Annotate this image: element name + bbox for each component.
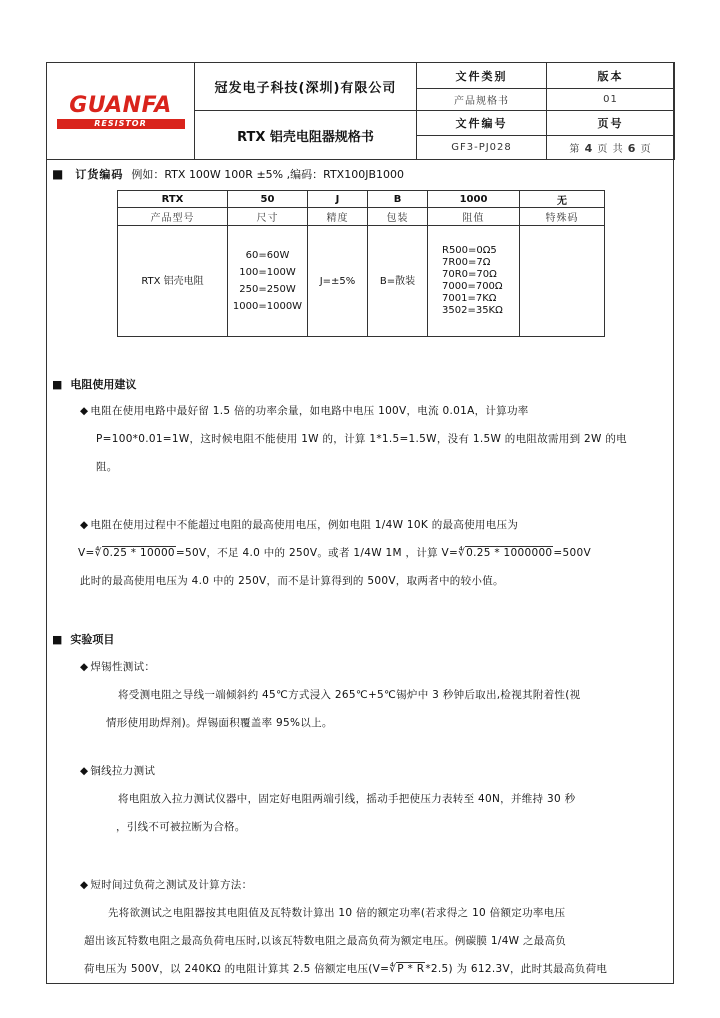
bullet-diamond: ◆ bbox=[80, 879, 89, 891]
tests-section-heading bbox=[52, 631, 114, 647]
usage-paragraph-1 bbox=[80, 397, 672, 481]
resistance-item: 70R0=70Ω bbox=[442, 269, 497, 280]
product-cell: RTX 铝壳电阻 bbox=[118, 226, 228, 337]
size-item: 1000=1000W bbox=[232, 301, 303, 312]
document-header bbox=[46, 62, 674, 159]
test-solderability bbox=[80, 653, 672, 737]
test-text-line: ，引线不可被拉断为合格。 bbox=[116, 821, 246, 833]
resistance-item: 3502=35KΩ bbox=[442, 305, 503, 316]
field-cell: 特殊码 bbox=[520, 208, 605, 226]
logo-wordmark: GUANFA bbox=[69, 93, 172, 118]
field-cell: 精度 bbox=[308, 208, 368, 226]
code-cell: RTX bbox=[118, 191, 228, 208]
page-mid: 页 共 bbox=[597, 144, 624, 155]
formula-prefix: 荷电压为 500V，以 240KΩ 的电阻计算其 2.5 倍额定电压(V= bbox=[84, 963, 390, 975]
field-row bbox=[118, 208, 605, 226]
resistance-item: 7R00=7Ω bbox=[442, 257, 491, 268]
version-value: 01 bbox=[547, 89, 675, 111]
test-short-overload: ◆ 短时间过负荷之测试及计算方法： 先将欲测试之电阻器按其电阻值及瓦特数计算出 10 倍的额定功率(若求得之 10 倍额定功率电压 超出该瓦特数电阻之最高负荷电压时,以该瓦特数电阻之最高负荷为额定电压。例碳膜 1/4W 之最高负 荷电压为 500V，以 240KΩ 的电阻计算其 2.5 倍额定电压(V=∜P * R*2.5) 为 612.3V，此时其最高负荷电 bbox=[80, 879, 608, 975]
usage-section-heading bbox=[52, 376, 136, 392]
tolerance-cell: J=±5% bbox=[308, 226, 368, 337]
test-text-line: 将电阻放入拉力测试仪器中，固定好电阻两端引线，摇动手把使压力表转至 40N，并维持 30 秒 bbox=[118, 793, 576, 805]
size-item: 100=100W bbox=[239, 267, 296, 278]
usage-p2-line: 电阻在使用过程中不能超过电阻的最高使用电压，例如电阻 1/4W 10K 的最高使用电压为 bbox=[90, 519, 519, 531]
packing-cell: B=散装 bbox=[368, 226, 428, 337]
bullet-diamond: ◆ bbox=[80, 765, 89, 777]
logo-resistor-bar: RESISTOR bbox=[57, 119, 185, 129]
test-text-line: 将受测电阻之导线一端倾斜约 45℃方式浸入 265℃+5℃锡炉中 3 秒钟后取出,检视其附着性(视 bbox=[118, 689, 581, 701]
field-cell: 包装 bbox=[368, 208, 428, 226]
test-title: 短时间过负荷之测试及计算方法： bbox=[90, 879, 253, 891]
test-text-line: 情形使用助焊剂)。焊锡面积覆盖率 95%以上。 bbox=[106, 717, 333, 729]
page-total: 6 bbox=[627, 142, 637, 155]
test-text-line: 超出该瓦特数电阻之最高负荷电压时,以该瓦特数电阻之最高负荷为额定电压。例碳膜 1/4W 之最高负 bbox=[84, 935, 567, 947]
formula-prefix: V= bbox=[78, 547, 95, 559]
company-name: 冠发电子科技(深圳)有限公司 bbox=[195, 63, 417, 111]
size-item: 250=250W bbox=[239, 284, 296, 295]
file-type-value: 产品规格书 bbox=[417, 89, 547, 111]
code-cell: B bbox=[368, 191, 428, 208]
file-type-label: 文件类别 bbox=[417, 63, 547, 89]
field-cell: 尺寸 bbox=[228, 208, 308, 226]
bullet-diamond: ◆ bbox=[80, 519, 89, 531]
usage-p2-line: 此时的最高使用电压为 4.0 中的 250V，而不是计算得到的 500V，取两者中的较小值。 bbox=[80, 575, 504, 587]
resistance-item: 7001=7KΩ bbox=[442, 293, 497, 304]
test-title: 焊锡性测试： bbox=[90, 661, 156, 673]
tests-title: 实验项目 bbox=[70, 633, 115, 646]
size-cell bbox=[228, 226, 308, 337]
field-cell: 阻值 bbox=[428, 208, 520, 226]
resistance-item: R500=0Ω5 bbox=[442, 245, 497, 256]
bullet-diamond: ◆ bbox=[80, 405, 89, 417]
usage-paragraph-2: ◆ 电阻在使用过程中不能超过电阻的最高使用电压，例如电阻 1/4W 10K 的最高使用电压为 V=∜0.25 * 10000=50V，不足 4.0 中的 250V。或者 1/4W 1M ，计算 V=∜0.25 * 1000000=500V 此时的最高使用电压为 4.0 中的 250V，而不是计算得到的 500V，取两者中的较小值。 bbox=[78, 519, 591, 587]
code-cell: J bbox=[308, 191, 368, 208]
formula-suffix: =500V bbox=[553, 547, 591, 559]
usage-p1-line: P=100*0.01=1W，这时候电阻不能使用 1W 的，计算 1*1.5=1.5W，没有 1.5W 的电阻故需用到 2W 的电 bbox=[96, 433, 627, 445]
page-indicator bbox=[547, 136, 675, 160]
value-row bbox=[118, 226, 605, 337]
formula-radicand: 0.25 * 1000000 bbox=[466, 547, 553, 559]
bullet-diamond: ◆ bbox=[80, 661, 89, 673]
test-pull-strength bbox=[80, 757, 672, 841]
file-no-label: 文件编号 bbox=[417, 111, 547, 136]
logo-cell bbox=[47, 63, 195, 160]
formula-suffix: *2.5) 为 612.3V，此时其最高负荷电 bbox=[425, 963, 608, 975]
order-code-title: 订货编码 bbox=[75, 168, 124, 181]
version-label: 版本 bbox=[547, 63, 675, 89]
resistance-cell bbox=[428, 226, 520, 337]
page-label: 页号 bbox=[547, 111, 675, 136]
guanfa-logo bbox=[57, 93, 185, 129]
special-cell bbox=[520, 226, 605, 337]
document-title: RTX 铝壳电阻器规格书 bbox=[195, 111, 417, 160]
usage-p1-line: 电阻在使用电路中最好留 1.5 倍的功率余量，如电路中电压 100V，电流 0.01A，计算功率 bbox=[90, 405, 529, 417]
page-pre: 第 bbox=[569, 144, 581, 155]
code-cell: 无 bbox=[520, 191, 605, 208]
section-marker: ■ bbox=[52, 167, 64, 181]
section-marker: ■ bbox=[52, 633, 63, 646]
order-code-table bbox=[117, 190, 605, 337]
test-title: 铜线拉力测试 bbox=[90, 765, 156, 777]
order-code-example: 例如：RTX 100W 100R ±5% ,编码：RTX100JB1000 bbox=[131, 168, 404, 181]
usage-p1-line: 阻。 bbox=[96, 461, 118, 473]
code-cell: 50 bbox=[228, 191, 308, 208]
formula-radicand: 0.25 * 10000 bbox=[102, 547, 175, 559]
field-cell: 产品型号 bbox=[118, 208, 228, 226]
page-number: 4 bbox=[584, 142, 594, 155]
usage-title: 电阻使用建议 bbox=[70, 378, 137, 391]
formula-middle: =50V，不足 4.0 中的 250V。或者 1/4W 1M ，计算 V= bbox=[175, 547, 459, 559]
page-post: 页 bbox=[640, 144, 652, 155]
file-no-value: GF3-PJ028 bbox=[417, 136, 547, 160]
section-marker: ■ bbox=[52, 378, 63, 391]
code-cell: 1000 bbox=[428, 191, 520, 208]
code-row bbox=[118, 191, 605, 208]
resistance-item: 7000=700Ω bbox=[442, 281, 503, 292]
test-text-line: 先将欲测试之电阻器按其电阻值及瓦特数计算出 10 倍的额定功率(若求得之 10 倍额定功率电压 bbox=[108, 907, 566, 919]
formula-radicand: P * R bbox=[397, 963, 425, 975]
order-code-line bbox=[52, 166, 404, 182]
size-item: 60=60W bbox=[245, 250, 290, 261]
